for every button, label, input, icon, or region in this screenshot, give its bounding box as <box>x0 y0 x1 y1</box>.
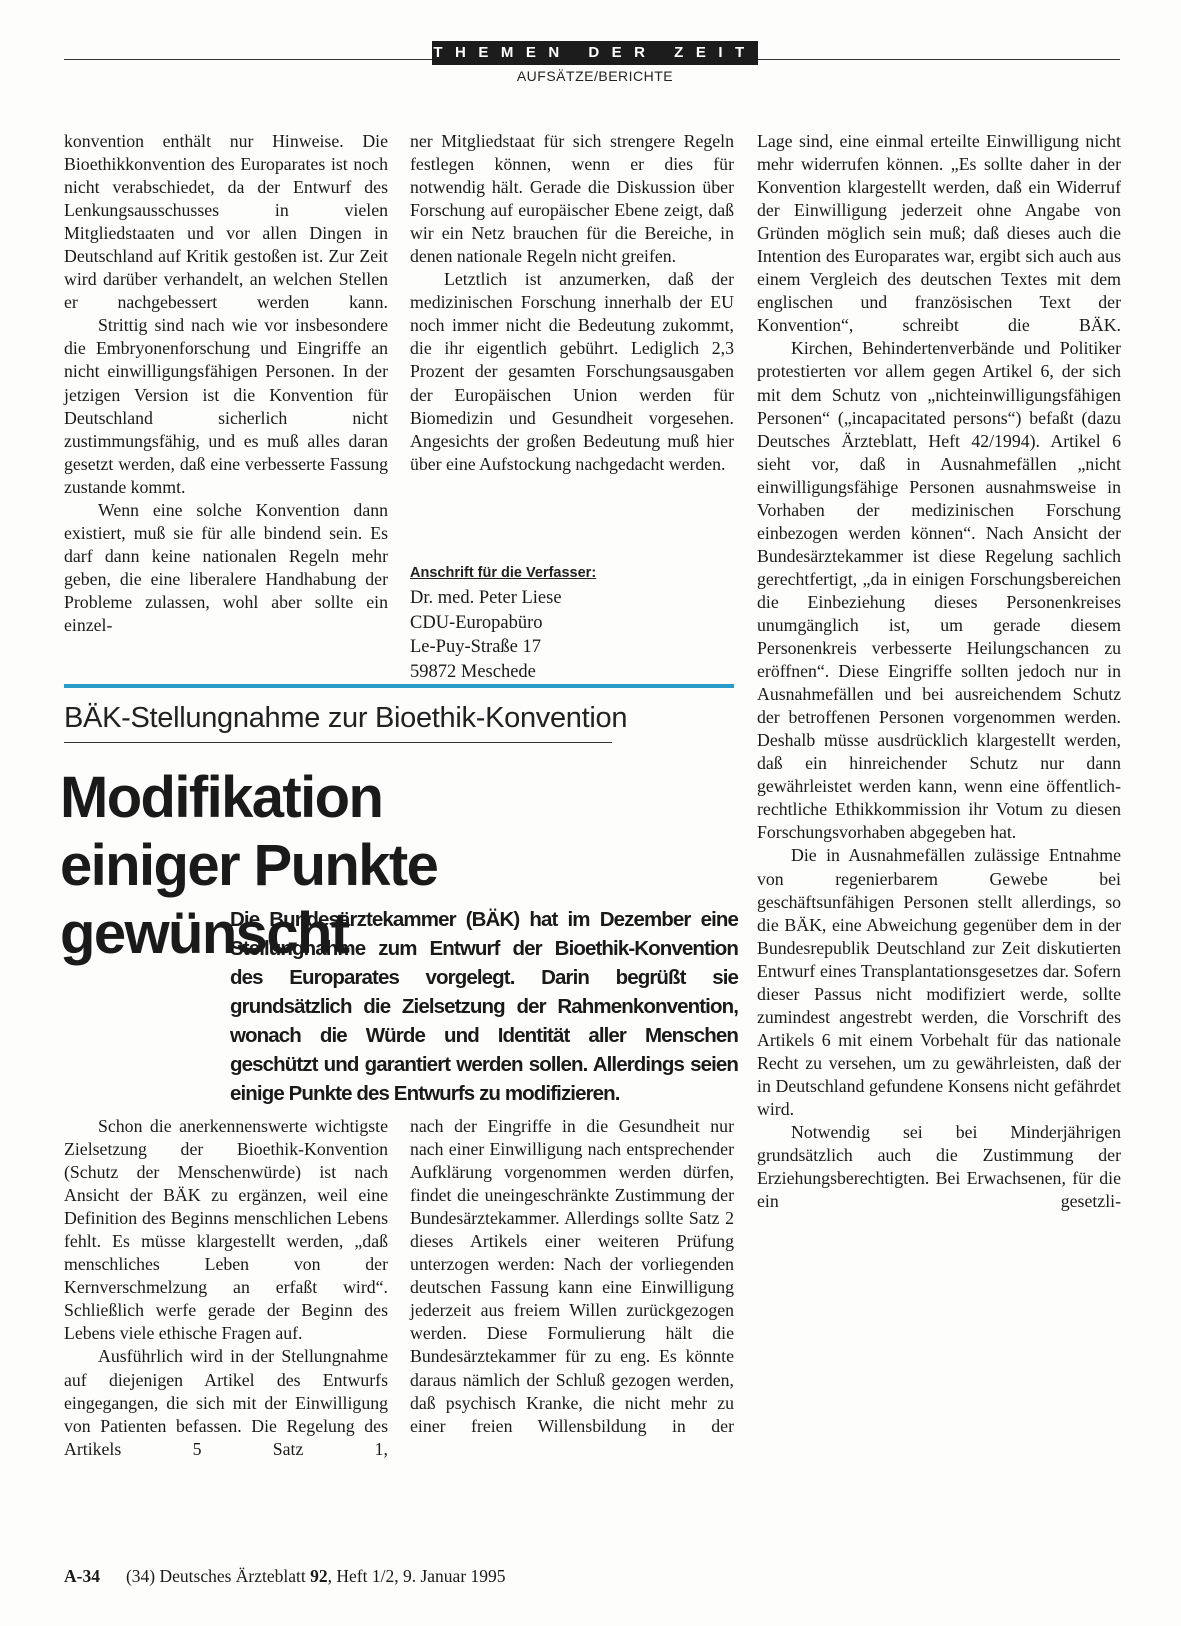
paragraph: Strittig sind nach wie vor insbesondere die Embryonenforschung und Eingriffe an nicht einwilligungsfähigen Personen. In der jetzigen Version ist die Konvention für Deutschland sicherlich nicht zustimmungsfähig, und es muß alles daran gesetzt werden, daß eine verbesserte Fassung zustande kommt. <box>64 315 388 497</box>
footer-issue: , Heft 1/2, 9. Januar 1995 <box>327 1566 506 1586</box>
paragraph: Wenn eine solche Konvention dann existiert, muß sie für alle bindend sein. Es darf dann keine nationalen Regeln mehr geben, die eine liberalere Handhabung der Probleme zulassen, wohl aber sollte ein einzel- <box>64 499 388 635</box>
author-address <box>410 565 734 684</box>
header-rule-right <box>758 59 1120 60</box>
page-footer <box>64 1566 506 1587</box>
article2-column-1 <box>64 1115 388 1461</box>
article-kicker: BÄK-Stellungnahme zur Bioethik-Konvention <box>64 702 628 734</box>
subsection-label: AUFSÄTZE/BERICHTE <box>516 68 674 84</box>
header-rule-left <box>64 59 432 60</box>
paragraph: Lage sind, eine einmal erteilte Einwilligung nicht mehr widerrufen können. „Es sollte daher in der Konvention klargestellt werden, daß ein Widerruf der Einwilligung jederzeit ohne Angabe von Gründen möglich sein muß; daß dieses auch die Intention des Europarates war, ergibt sich auch aus einem Vergleich des deutschen Textes mit dem englischen und französischen Text der Konvention“, schreibt die BÄK. <box>757 131 1121 336</box>
address-line: CDU-Europabüro <box>410 612 543 633</box>
footer-citation: (34) Deutsches Ärzteblatt <box>125 1566 311 1586</box>
headline-line: einiger Punkte gewünscht <box>60 833 438 966</box>
paragraph: nach der Eingriffe in die Gesundheit nur nach einer Einwilligung nach entsprechender Aufklärung vorgenommen werden dürfen, findet die uneingeschränkte Zustimmung der Bundesärztekammer. Allerdings sollte Satz 2 dieses Artikels einer weiteren Prüfung unterzogen werden: Nach der vorliegenden deutschen Fassung kann eine Einwilligung jederzeit aus freiem Willen zurückgezogen werden. Diese Formulierung hält die Bundesärztekammer für zu eng. Es könnte daraus nämlich der Schluß gezogen werden, daß psychisch Kranke, die nicht mehr zu einer freien Willensbildung in der <box>410 1116 734 1436</box>
paragraph: Kirchen, Behindertenverbände und Politiker protestierten vor allem gegen Artikel 6, der sich mit dem Schutz von „nichteinwilligungsfähigen Personen“ („incapacitated persons“) befaßt (dazu Deutsches Ärzteblatt, Heft 42/1994). Artikel 6 sieht vor, daß in Ausnahmefällen „nicht einwilligungsfähige Personen ausnahmsweise in Vorhaben der medizinischen Forschung einbezogen werden können“. Nach Ansicht der Bundesärztekammer ist diese Regelung sachlich gerechtfertigt, „da in einigen Forschungsbereichen die Einbeziehung dieses Personenkreises unumgänglich ist, um gerade diesem Personenkreis verbesserte Heilungschancen zu eröffnen“. Diese Eingriffe sollten jedoch nur in Ausnahmefällen und bei ausreichendem Schutz der betroffenen Personen vorgenommen werden. Deshalb müsse ausdrücklich klargestellt werden, daß ein hinreichender Schutz nur dann gewährleistet werden kann, wenn eine öffentlich-rechtliche Ethikkommission ihr Votum zu diesen Forschungsvorhaben abgegeben hat. <box>757 338 1121 843</box>
footer-volume: 92 <box>310 1566 328 1586</box>
paragraph: konvention enthält nur Hinweise. Die Bioethikkonvention des Europarates ist noch nicht verabschiedet, da der Entwurf des Lenkungsausschusses in vielen Mitgliedstaaten und vor allen Dingen in Deutschland auf Kritik gestoßen ist. Zur Zeit wird darüber verhandelt, an welchen Stellen er nachgebessert werden kann. <box>64 131 388 313</box>
article2-column-3 <box>757 130 1121 1213</box>
paragraph: Notwendig sei bei Minderjährigen grundsätzlich auch die Zustimmung der Erziehungsberechtigten. Bei Erwachsenen, für die ein gesetzli- <box>757 1122 1121 1212</box>
address-line: 59872 Meschede <box>410 661 536 682</box>
address-line: Le-Puy-Straße 17 <box>410 637 542 657</box>
page-number: A-34 <box>64 1566 100 1586</box>
address-line: Dr. med. Peter Liese <box>410 588 562 608</box>
paragraph: Die in Ausnahmefällen zulässige Entnahme von regenierbarem Gewebe bei geschäftsunfähigen Personen stellt allerdings, so die BÄK, eine Abweichung gegenüber dem in der Bundesrepublik Deutschland zur Zeit diskutierten Entwurf eines Transplantationsgesetzes dar. Sofern dieser Passus nicht modifiziert werde, sollte zumindest angestrebt werden, die Vorschrift des Artikels 6 mit einem Vorbehalt für das nationale Recht zu versehen, um zu gewährleisten, daß der in Deutschland gefundene Konsens nicht gefährdet wird. <box>757 845 1121 1119</box>
address-label: Anschrift für die Verfasser: <box>410 565 597 581</box>
paragraph: ner Mitgliedstaat für sich strengere Regeln festlegen können, wenn er dies für notwendig hält. Gerade die Diskussion über Forschung auf europäischer Ebene zeigt, daß wir ein Netz brauchen für die Bereiche, in denen nationale Regeln nicht greifen. <box>410 131 734 267</box>
paragraph: Ausführlich wird in der Stellungnahme auf diejenigen Artikel des Entwurfs eingegangen, die sich mit der Einwilligung von Patienten befassen. Die Regelung des Artikels 5 Satz 1, <box>64 1346 388 1459</box>
paragraph: Letztlich ist anzumerken, daß der medizinischen Forschung innerhalb der EU noch immer nicht die Bedeutung zukommt, die ihr eigentlich gebührt. Lediglich 2,3 Prozent der gesamten Forschungsausgaben der Europäischen Union werden für Biomedizin und Gesundheit vorgesehen. Angesichts der großen Bedeutung muß hier über eine Aufstockung nachgedacht werden. <box>410 269 734 474</box>
article-lead: Die Bundesärztekammer (BÄK) hat im Dezember eine Stellungnahme zum Entwurf der Bioethik-Konvention des Europarates vorgelegt. Darin begrüßt sie grundsätzlich die Zielsetzung der Rahmenkonvention, wonach die Würde und Identität aller Menschen geschützt und garantiert werden sollen. Allerdings seien einige Punkte des Entwurfs zu modifizieren. <box>230 908 738 1105</box>
article2-column-2 <box>410 1115 734 1438</box>
article1-column-1 <box>64 130 388 637</box>
article1-column-2 <box>410 130 734 476</box>
kicker-underline <box>64 742 612 743</box>
headline-line: Modifikation <box>60 765 383 830</box>
paragraph: Schon die anerkennenswerte wichtigste Zielsetzung der Bioethik-Konvention (Schutz der Menschenwürde) ist nach Ansicht der BÄK zu ergänzen, weil eine Definition des Beginns menschlichen Lebens fehlt. Es müsse klargestellt werden, „daß menschliches Leben von der Kernverschmelzung an erfaßt wird“. Schließlich werfe gerade der Beginn des Lebens viele ethische Fragen auf. <box>64 1116 388 1344</box>
article-divider <box>64 684 734 688</box>
section-band: THEMEN DER ZEIT <box>432 41 758 65</box>
